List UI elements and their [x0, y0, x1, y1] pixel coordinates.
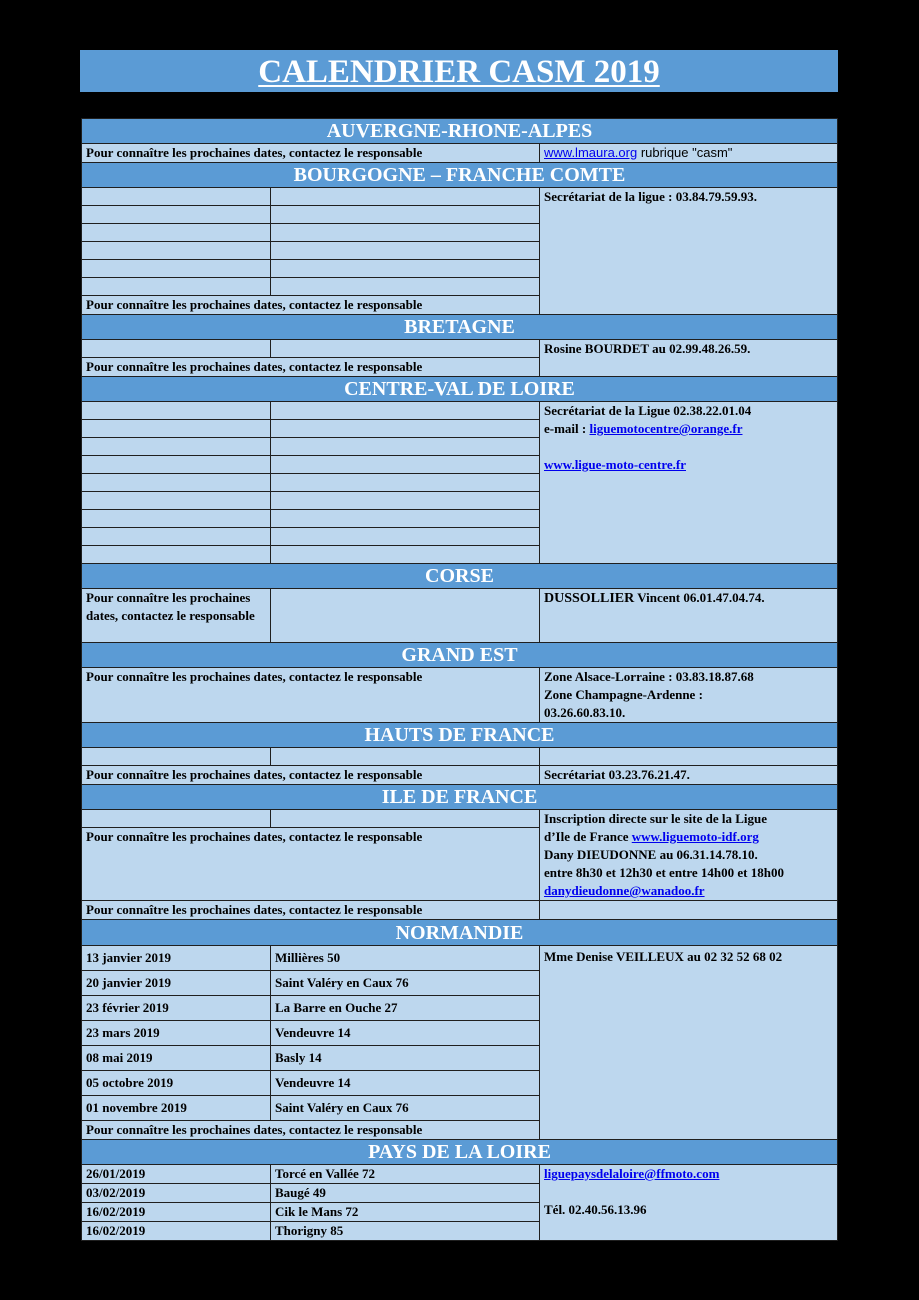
event-date: 23 mars 2019 — [82, 1021, 271, 1046]
event-place: Cik le Mans 72 — [271, 1203, 540, 1222]
region-header-pays-de-la-loire: PAYS DE LA LOIRE — [82, 1140, 838, 1165]
empty-cell — [271, 492, 540, 510]
corse-note: Pour connaître les prochaines dates, contactez le responsable — [82, 589, 271, 643]
empty-cell — [271, 528, 540, 546]
event-date: 23 février 2019 — [82, 996, 271, 1021]
event-date: 16/02/2019 — [82, 1203, 271, 1222]
region-header-aura: AUVERGNE-RHONE-ALPES — [82, 119, 838, 144]
event-date: 03/02/2019 — [82, 1184, 271, 1203]
empty-cell — [82, 438, 271, 456]
grand-est-champagne-phone: 03.26.60.83.10. — [544, 705, 626, 720]
corse-contact — [540, 589, 838, 643]
idf-website-link[interactable]: www.liguemoto-idf.org — [631, 829, 759, 844]
empty-cell — [82, 420, 271, 438]
contact-note: Pour connaître les prochaines dates, contactez le responsable — [82, 901, 540, 920]
empty-cell — [271, 340, 540, 358]
event-place: La Barre en Ouche 27 — [271, 996, 540, 1021]
region-header-ile-de-france: ILE DE FRANCE — [82, 785, 838, 810]
corse-contact-phone: Vincent 06.01.47.04.74. — [634, 590, 765, 605]
region-header-bretagne: BRETAGNE — [82, 315, 838, 340]
centre-website-link[interactable]: www.ligue-moto-centre.fr — [544, 457, 686, 472]
contact-note: Pour connaître les prochaines dates, contactez le responsable — [82, 828, 540, 901]
empty-cell — [82, 492, 271, 510]
centre-email-label: e-mail : — [544, 421, 590, 436]
empty-cell — [271, 456, 540, 474]
aura-contact — [540, 144, 838, 163]
contact-note: Pour connaître les prochaines dates, contactez le responsable — [82, 358, 540, 377]
event-date: 13 janvier 2019 — [82, 946, 271, 971]
centre-contact — [540, 402, 838, 564]
event-date: 01 novembre 2019 — [82, 1096, 271, 1121]
page-title: CALENDRIER CASM 2019 — [258, 54, 660, 90]
region-header-centre: CENTRE-VAL DE LOIRE — [82, 377, 838, 402]
idf-line4: entre 8h30 et 12h30 et entre 14h00 et 18h00 — [544, 865, 784, 880]
event-date: 08 mai 2019 — [82, 1046, 271, 1071]
idf-contact — [540, 810, 838, 901]
empty-cell — [271, 748, 540, 766]
empty-cell — [82, 224, 271, 242]
idf-line1: Inscription directe sur le site de la Ligue — [544, 811, 768, 826]
grand-est-alsace-lorraine: Zone Alsace-Lorraine : 03.83.18.87.68 — [544, 669, 754, 684]
bfc-contact: Secrétariat de la ligue : 03.84.79.59.93. — [540, 188, 838, 315]
grand-est-contact — [540, 668, 838, 723]
event-place: Saint Valéry en Caux 76 — [271, 1096, 540, 1121]
idf-line3: Dany DIEUDONNE au 06.31.14.78.10. — [544, 847, 758, 862]
empty-cell — [82, 242, 271, 260]
empty-cell — [271, 589, 540, 643]
empty-cell — [82, 456, 271, 474]
empty-cell — [82, 474, 271, 492]
region-header-grand-est: GRAND EST — [82, 643, 838, 668]
aura-suffix: rubrique "casm" — [637, 145, 733, 160]
corse-contact-name: DUSSOLLIER — [544, 591, 635, 606]
event-place: Thorigny 85 — [271, 1222, 540, 1241]
page-title-bar — [80, 50, 838, 92]
empty-cell — [82, 748, 271, 766]
empty-cell — [271, 810, 540, 828]
region-header-corse: CORSE — [82, 564, 838, 589]
empty-cell — [271, 206, 540, 224]
idf-email-link[interactable]: danydieudonne@wanadoo.fr — [544, 883, 705, 898]
empty-cell — [540, 901, 838, 920]
event-date: 05 octobre 2019 — [82, 1071, 271, 1096]
empty-cell — [271, 402, 540, 420]
empty-cell — [271, 188, 540, 206]
event-place: Vendeuvre 14 — [271, 1021, 540, 1046]
hauts-contact: Secrétariat 03.23.76.21.47. — [540, 766, 838, 785]
pdl-email-link[interactable]: liguepaysdelaloire@ffmoto.com — [544, 1166, 720, 1181]
empty-cell — [271, 420, 540, 438]
empty-cell — [82, 206, 271, 224]
aura-website-link[interactable]: www.lmaura.org — [544, 145, 638, 160]
empty-cell — [82, 510, 271, 528]
empty-cell — [540, 748, 838, 766]
empty-cell — [82, 340, 271, 358]
normandie-contact: Mme Denise VEILLEUX au 02 32 52 68 02 — [540, 946, 838, 1140]
event-place: Basly 14 — [271, 1046, 540, 1071]
empty-cell — [82, 810, 271, 828]
empty-cell — [82, 260, 271, 278]
empty-cell — [271, 510, 540, 528]
idf-line2-prefix: d’Ile de France — [544, 829, 632, 844]
empty-cell — [82, 546, 271, 564]
empty-cell — [271, 224, 540, 242]
empty-cell — [82, 278, 271, 296]
contact-note: Pour connaître les prochaines dates, contactez le responsable — [82, 296, 540, 315]
pdl-contact — [540, 1165, 838, 1241]
region-header-bfc: BOURGOGNE – FRANCHE COMTE — [82, 163, 838, 188]
empty-cell — [271, 546, 540, 564]
calendar-table — [81, 118, 837, 1241]
grand-est-champagne-label: Zone Champagne-Ardenne : — [544, 687, 703, 702]
contact-note: Pour connaître les prochaines dates, contactez le responsable — [82, 1121, 540, 1140]
event-date: 16/02/2019 — [82, 1222, 271, 1241]
centre-email-link[interactable]: liguemotocentre@orange.fr — [589, 421, 743, 436]
contact-note: Pour connaître les prochaines dates, contactez le responsable — [82, 144, 540, 163]
empty-cell — [82, 188, 271, 206]
empty-cell — [82, 528, 271, 546]
event-place: Vendeuvre 14 — [271, 1071, 540, 1096]
centre-phone: Secrétariat de la Ligue 02.38.22.01.04 — [544, 403, 752, 418]
region-header-normandie: NORMANDIE — [82, 920, 838, 946]
empty-cell — [271, 474, 540, 492]
event-place: Millières 50 — [271, 946, 540, 971]
idf-line2 — [544, 828, 833, 846]
empty-cell — [271, 242, 540, 260]
contact-note: Pour connaître les prochaines dates, contactez le responsable — [82, 668, 540, 723]
bretagne-contact: Rosine BOURDET au 02.99.48.26.59. — [540, 340, 838, 377]
empty-cell — [271, 278, 540, 296]
event-place: Baugé 49 — [271, 1184, 540, 1203]
contact-note: Pour connaître les prochaines dates, contactez le responsable — [82, 766, 540, 785]
empty-cell — [82, 402, 271, 420]
centre-email-line — [544, 420, 833, 438]
event-date: 20 janvier 2019 — [82, 971, 271, 996]
empty-cell — [271, 438, 540, 456]
event-place: Torcé en Vallée 72 — [271, 1165, 540, 1184]
region-header-hauts-de-france: HAUTS DE FRANCE — [82, 723, 838, 748]
empty-cell — [271, 260, 540, 278]
event-place: Saint Valéry en Caux 76 — [271, 971, 540, 996]
pdl-phone: Tél. 02.40.56.13.96 — [544, 1202, 647, 1217]
event-date: 26/01/2019 — [82, 1165, 271, 1184]
